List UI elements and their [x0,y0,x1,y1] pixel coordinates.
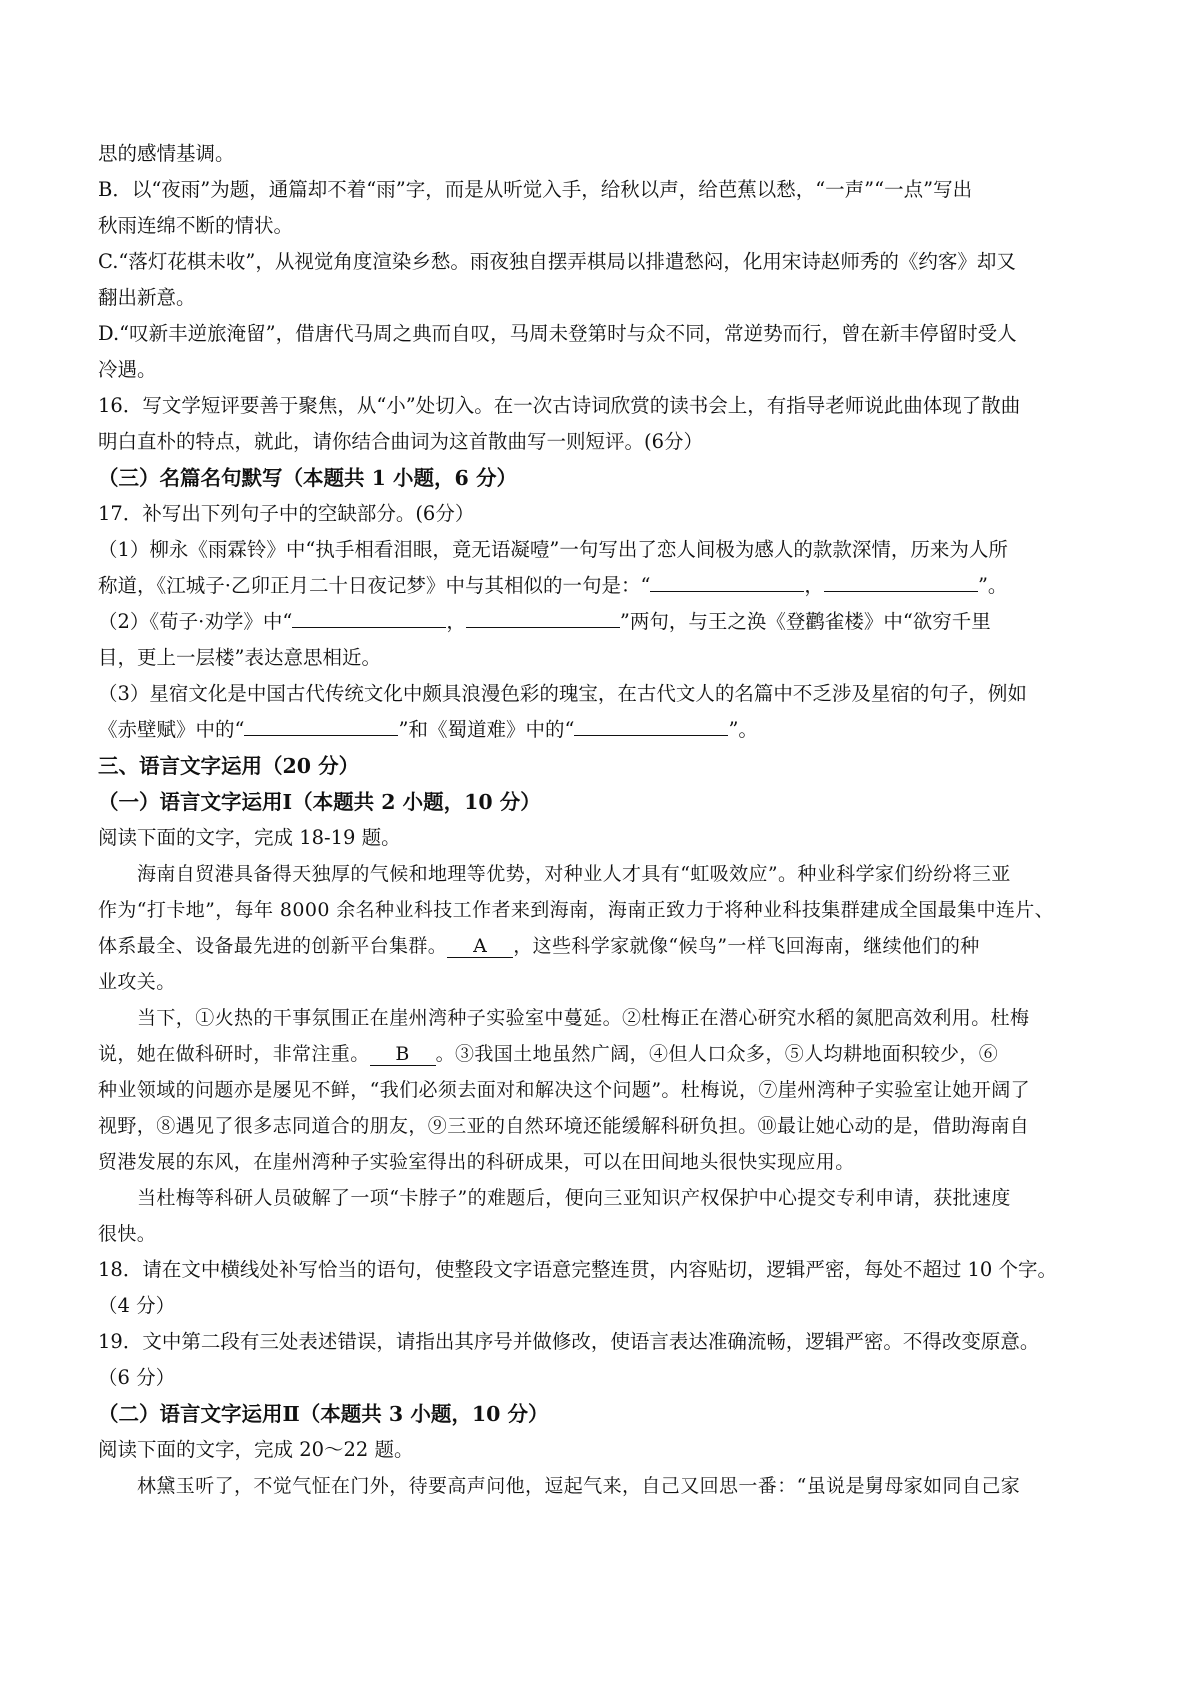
passage-p1-text-a: 体系最全、设备最先进的创新平台集群。 [98,935,448,957]
subsection-two-heading: （二）语言文字运用Ⅱ（本题共 3 小题，10 分） [98,1402,549,1426]
exam-page [98,136,1118,1504]
answer-blank[interactable] [466,605,620,628]
passage-p1-text-b: ，这些科学家就像“候鸟”一样飞回海南，继续他们的种 [513,935,980,957]
section-famous-lines-heading: （三）名篇名句默写（本题共 1 小题，6 分） [98,466,517,490]
q19-line-2: （6 分） [98,1366,176,1389]
reading-intro-18-19: 阅读下面的文字，完成 18-19 题。 [98,826,401,849]
q17-stem: 17．补写出下列句子中的空缺部分。(6分） [98,502,475,525]
q18-line-2: （4 分） [98,1294,176,1317]
q16-line-1: 16．写文学短评要善于聚焦，从“小”处切入。在一次古诗词欣赏的读书会上，有指导老师说此曲体现了散曲 [98,394,1021,417]
q17-sub1-line-1: （1）柳永《雨霖铃》中“执手相看泪眼，竟无语凝噎”一句写出了恋人间极为感人的款款深情，历来为人所 [98,538,1008,561]
q17-sub2-text-b: ， [446,610,466,633]
subsection-one-heading: （一）语言文字运用Ⅰ（本题共 2 小题，10 分） [98,790,541,814]
passage-p2-text-a: 说，她在做科研时，非常注重。 [98,1043,370,1065]
q17-sub2-line-2: 目，更上一层楼”表达意思相近。 [98,646,381,669]
q15-option-c-line-1: C.“落灯花棋未收”，从视觉角度渲染乡愁。雨夜独自摆弄棋局以排遣愁闷，化用宋诗赵师秀的《约客》却又 [98,250,1016,273]
q17-sub1-text-b: ， [804,574,824,597]
q17-sub3-text-c: ”。 [728,718,758,741]
blank-marker-a[interactable]: A [447,935,513,958]
passage-p3-line-2: 很快。 [98,1223,157,1245]
q15-option-c-line-2: 翻出新意。 [98,286,196,309]
passage-p2-line-5: 贸港发展的东风，在崖州湾种子实验室得出的科研成果，可以在田间地头很快实现应用。 [98,1151,855,1173]
blank-marker-b[interactable]: B [370,1043,436,1066]
q15-option-d-line-1: D.“叹新丰逆旅淹留”，借唐代马周之典而自叹，马周未登第时与众不同，常逆势而行，曾在新丰停留时受人 [98,322,1017,345]
passage-p4-line-1: 林黛玉听了，不觉气怔在门外，待要高声问他，逗起气来，自己又回思一番：“虽说是舅母家如同自己家 [137,1475,1021,1497]
q16-line-2: 明白直朴的特点，就此，请你结合曲词为这首散曲写一则短评。(6分） [98,430,704,453]
reading-intro-20-22: 阅读下面的文字，完成 20～22 题。 [98,1438,414,1461]
passage-p2-line-4: 视野，⑧遇见了很多志同道合的朋友，⑨三亚的自然环境还能缓解科研负担。⑩最让她心动的是，借助海南自 [98,1115,1030,1137]
q17-sub3-text-a: 《赤壁赋》中的“ [98,718,245,741]
q17-sub1-text-c: ”。 [977,574,1008,597]
q17-sub2-text-a: （2）《荀子·劝学》中“ [98,610,293,633]
q15-option-b-line-1: B．以“夜雨”为题，通篇却不着“雨”字，而是从听觉入手，给秋以声，给芭蕉以愁，“一声”“一点”写出 [98,178,973,201]
q15-option-d-line-2: 冷遇。 [98,358,157,381]
answer-blank[interactable] [824,569,978,592]
answer-blank[interactable] [574,713,728,736]
q17-sub1-text-a: 称道，《江城子·乙卯正月二十日夜记梦》中与其相似的一句是：“ [98,574,651,597]
part-three-heading: 三、语言文字运用（20 分） [98,754,360,778]
passage-p2-line-2 [98,1036,1118,1072]
answer-blank[interactable] [244,713,398,736]
passage-p1-line-1: 海南自贸港具备得天独厚的气候和地理等优势，对种业人才具有“虹吸效应”。种业科学家们纷纷将三亚 [137,863,1011,885]
q15-option-b-line-2: 秋雨连绵不断的情状。 [98,214,294,237]
q15-option-a-tail: 思的感情基调。 [98,142,235,165]
q17-sub1-line-2 [98,568,1118,604]
passage-p1-line-3 [98,928,1118,964]
answer-blank[interactable] [292,605,446,628]
q17-sub3-text-b: ”和《蜀道难》中的“ [398,718,575,741]
q17-sub3-line-1: （3）星宿文化是中国古代传统文化中颇具浪漫色彩的瑰宝，在古代文人的名篇中不乏涉及星宿的句子，例如 [98,682,1027,705]
q19-line-1: 19．文中第二段有三处表述错误，请指出其序号并做修改，使语言表达准确流畅，逻辑严密。不得改变原意。 [98,1330,1040,1353]
passage-p2-line-1: 当下，①火热的干事氛围正在崖州湾种子实验室中蔓延。②杜梅正在潜心研究水稻的氮肥高效利用。杜梅 [137,1007,1030,1029]
passage-p3-line-1: 当杜梅等科研人员破解了一项“卡脖子”的难题后，便向三亚知识产权保护中心提交专利申请，获批速度 [137,1187,1011,1209]
passage-p2-line-3: 种业领域的问题亦是屡见不鲜，“我们必须去面对和解决这个问题”。杜梅说，⑦崖州湾种子实验室让她开阔了 [98,1079,1031,1101]
q17-sub3-line-2 [98,712,1118,748]
passage-p1-line-2: 作为“打卡地”，每年 8000 余名种业科技工作者来到海南，海南正致力于将种业科技集群建成全国最集中连片、 [98,899,1055,921]
q17-sub2-text-c: ”两句，与王之涣《登鹳雀楼》中“欲穷千里 [619,610,991,633]
q17-sub2-line-1 [98,604,1118,640]
passage-p2-text-b: 。③我国土地虽然广阔，④但人口众多，⑤人均耕地面积较少，⑥ [435,1043,999,1065]
passage-p1-line-4: 业攻关。 [98,971,176,993]
q18-line-1: 18．请在文中横线处补写恰当的语句，使整段文字语意完整连贯，内容贴切，逻辑严密，每处不超过 10 个字。 [98,1258,1058,1281]
answer-blank[interactable] [650,569,804,592]
